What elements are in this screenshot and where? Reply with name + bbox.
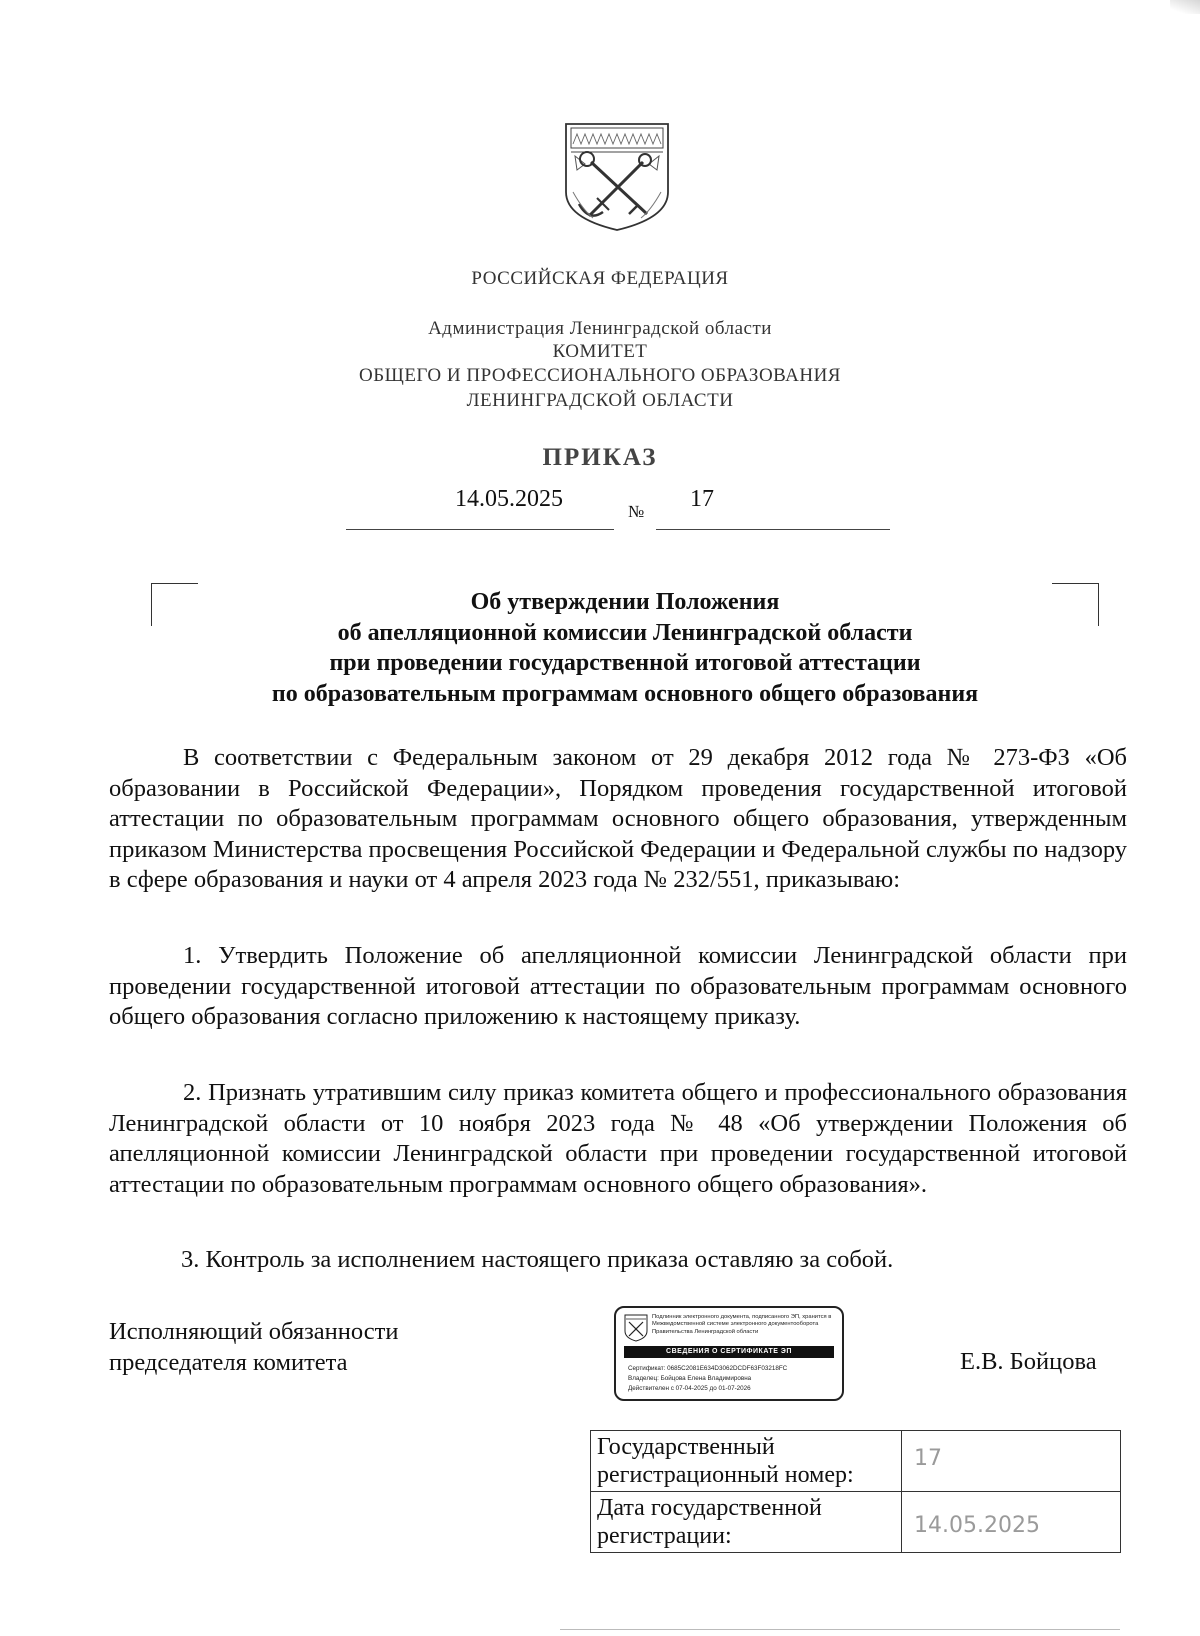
title-line: при проведении государственной итоговой аттестации [329,650,921,676]
number-sign: № [628,502,645,521]
certificate-id: Сертификат: 0685C2081E634D3062DCDF63F03218FC [628,1365,788,1372]
document-title [150,587,1100,709]
order-date: 14.05.2025 [455,486,563,512]
leningrad-oblast-coat-of-arms-icon [563,122,671,232]
order-item-2: 2. Признать утратившим силу приказ комитета общего и профессионального образования Ленинградской области от 10 ноября 2023 года № 48 «Об утверждении Положения об апелляционной комиссии Ленинградской области при проведении государственной итоговой аттестации по образовательным программам основного общего образования». [109,1079,1127,1198]
order-item-1: 1. Утвердить Положение об апелляционной комиссии Ленинградской области при проведении государственной итоговой аттестации по образовательным программам основного общего образования согласно приложению к настоящему приказу. [109,942,1127,1030]
stamp-details [628,1364,834,1394]
stamp-header [624,1314,834,1342]
registration-date-label: Дата государственной регистрации: [591,1492,902,1553]
country-name: РОССИЙСКАЯ ФЕДЕРАЦИЯ [471,268,729,289]
title-line: об апелляционной комиссии Ленинградской области [337,619,913,646]
electronic-signature-stamp [614,1306,844,1401]
number-underline [656,529,890,530]
order-item-3: 3. Контроль за исполнением настоящего приказа оставляю за собой. [181,1246,894,1273]
committee-label: КОМИТЕТ [552,341,648,362]
certificate-owner: Владелец: Бойцова Елена Владимировна [628,1375,752,1382]
registration-number-label: Государственный регистрационный номер: [591,1431,902,1492]
signatory-position-line1: Исполняющий обязанности [109,1318,399,1345]
administration-name: Администрация Ленинградской области [428,318,772,339]
table-row [591,1431,1121,1492]
certificate-validity: Действителен с 07-04-2025 до 01-07-2026 [628,1385,751,1392]
stamp-note: Подлинник электронного документа, подписанного ЭП, хранится в Межведомственной системе электронного документооборота Правительства Ленинградской области [652,1314,832,1335]
stamp-banner: СВЕДЕНИЯ О СЕРТИФИКАТЕ ЭП [624,1346,834,1358]
signatory-position [109,1317,398,1378]
registration-number-value: 17 [902,1431,1121,1492]
department-name-line1: ОБЩЕГО И ПРОФЕССИОНАЛЬНОГО ОБРАЗОВАНИЯ [359,365,841,386]
page-bottom-edge [560,1629,1120,1630]
signatory-position-line2: председателя комитета [109,1348,348,1376]
registration-date-value: 14.05.2025 [902,1492,1121,1553]
scan-smudge [1170,0,1200,14]
registration-table [590,1430,1121,1553]
signatory-name: Е.В. Бойцова [960,1348,1097,1375]
title-line: Об утверждении Положения [470,589,780,615]
date-underline [346,529,614,530]
stamp-emblem-icon [624,1314,648,1342]
table-row [591,1492,1121,1553]
order-number: 17 [690,486,714,512]
title-line: по образовательным программам основного общего образования [271,680,979,707]
department-name-line2: ЛЕНИНГРАДСКОЙ ОБЛАСТИ [466,390,734,411]
preamble-paragraph: В соответствии с Федеральным законом от 29 декабря 2012 года № 273-ФЗ «Об образовании в Российской Федерации», Порядком проведения государственной итоговой аттестации по образовательным программам основного общего образования, утвержденным приказом Министерства просвещения Российской Федерации и Федеральной службы по надзору в сфере образования и науки от 4 апреля 2023 года № 232/551, приказываю: [109,744,1127,893]
document-type: ПРИКАЗ [542,444,658,471]
